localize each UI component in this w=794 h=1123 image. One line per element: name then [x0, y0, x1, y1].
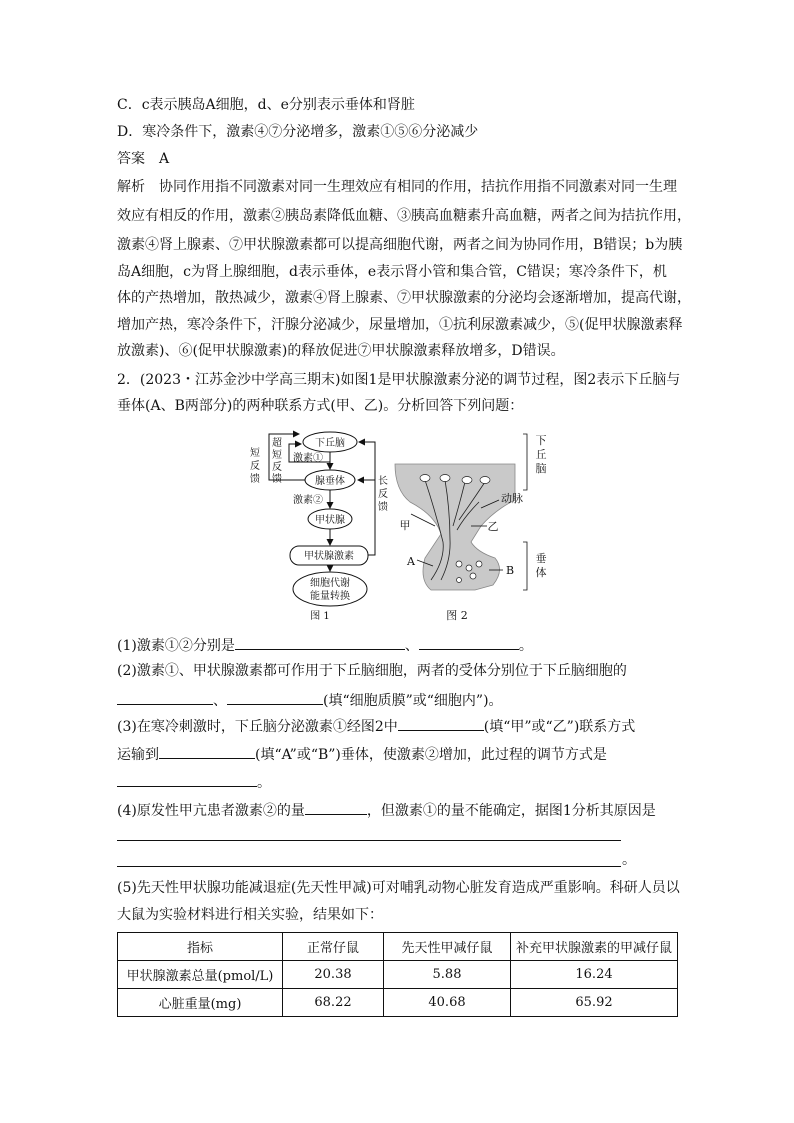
answer-blank[interactable] [235, 635, 405, 650]
table-header-cell: 正常仔鼠 [283, 933, 384, 961]
pituitary-label: 腺垂体 [315, 476, 345, 487]
ultra-feedback-char: 馈 [272, 474, 282, 485]
subq-1 [117, 635, 533, 656]
answer-blank[interactable] [227, 690, 323, 705]
table-cell: 40.68 [384, 989, 511, 1017]
subq-2-end: (填“细胞质膜”或“细胞内”)。 [323, 693, 503, 709]
analysis-line: 体的产热增加，散热减少，激素④肾上腺素、⑦甲状腺激素的分泌均会逐渐增加，提高代谢， [117, 290, 691, 306]
long-feedback-char: 馈 [378, 502, 388, 513]
analysis-line: 增加产热，寒冷条件下，汗腺分泌减少，尿量增加，①抗利尿激素减少，⑤(促甲状腺激素释 [117, 317, 683, 333]
answer-blank[interactable] [398, 716, 484, 731]
ultra-feedback-char: 反 [272, 462, 282, 473]
option-c: C．c表示胰岛A细胞，d、e分别表示垂体和肾脏 [117, 97, 415, 113]
subq-1-text: (1)激素①②分别是 [117, 638, 235, 654]
table-cell: 65.92 [511, 989, 678, 1017]
answer-blank[interactable] [117, 772, 257, 787]
hormone-1-label: 激素① [293, 453, 323, 464]
artery-label: 动脉 [501, 492, 523, 505]
table-header-row [118, 933, 678, 961]
table-cell: 心脏重量(mg) [118, 989, 283, 1017]
hypothalamus-char: 丘 [535, 448, 547, 461]
subq-4-text: (4)原发性甲亢患者激素②的量 [117, 803, 305, 819]
question-2-stem: 2．(2023・江苏金沙中学高三期末)如图1是甲状腺激素分泌的调节过程，图2表示下丘脑与 [117, 372, 681, 388]
table-cell: 68.22 [283, 989, 384, 1017]
results-table [117, 932, 678, 1017]
figure-2 [395, 434, 547, 622]
analysis-line: 岛A细胞，c为肾上腺细胞，d表示垂体，e表示肾小管和集合管，C错误；寒冷条件下，机 [117, 264, 667, 280]
table-header-cell: 指标 [118, 933, 283, 961]
answer-line[interactable] [117, 840, 621, 841]
analysis-line: 放激素)、⑥(促甲状腺激素)的释放促进⑦甲状腺激素释放增多，D错误。 [117, 343, 565, 359]
subq-1-end: 。 [518, 638, 533, 654]
answer: 答案 A [117, 151, 170, 167]
subq-5-line2: 大鼠为实验材料进行相关实验，结果如下： [117, 907, 383, 923]
subq-3-text-end: (填“甲”或“乙”)联系方式 [483, 719, 636, 735]
subq-4 [117, 800, 656, 821]
question-2-stem: 垂体(A、B两部分)的两种联系方式(甲、乙)。分析回答下列问题： [117, 398, 524, 414]
metabolism-label: 细胞代谢 [310, 578, 350, 589]
b-label: B [505, 564, 515, 577]
pituitary-char: 垂 [535, 552, 547, 565]
long-feedback-char: 反 [378, 489, 388, 500]
table-cell: 20.38 [283, 961, 384, 989]
table-row [118, 989, 678, 1017]
pituitary-char: 体 [535, 566, 547, 579]
analysis-line: 激素④肾上腺素、⑦甲状腺激素都可以提高细胞代谢，两者之间为协同作用，B错误；b为胰 [117, 237, 683, 253]
hypothalamus-char: 下 [535, 434, 547, 447]
answer-blank[interactable] [419, 635, 519, 650]
hormone-2-label: 激素② [293, 495, 323, 506]
option-d: D．寒冷条件下，激素④⑦分泌增多，激素①⑤⑥分泌减少 [117, 124, 479, 140]
table-cell: 5.88 [384, 961, 511, 989]
hypothalamus-char: 脑 [535, 462, 547, 475]
subq-5: (5)先天性甲状腺功能减退症(先天性甲减)可对哺乳动物心脏发育造成严重影响。科研人员以 [117, 880, 680, 896]
subq-3-line3 [117, 772, 271, 793]
subq-2: (2)激素①、甲状腺激素都可作用于下丘脑细胞，两者的受体分别位于下丘脑细胞的 [117, 663, 627, 679]
answer-line[interactable] [117, 866, 621, 867]
answer-blank[interactable] [305, 800, 367, 815]
table-header-cell: 先天性甲减仔鼠 [384, 933, 511, 961]
jia-label: 甲 [399, 519, 411, 532]
metabolism-label: 能量转换 [310, 591, 350, 602]
short-feedback-char: 馈 [250, 474, 260, 485]
analysis-line: 效应有相反的作用，激素②胰岛素降低血糖、③胰高血糖素升高血糖，两者之间为拮抗作用， [117, 208, 691, 224]
subq-4-end: 。 [622, 852, 636, 868]
subq-4-text-end: ，但激素①的量不能确定，据图1分析其原因是 [366, 803, 656, 819]
table-cell: 甲状腺激素总量(pmol/L) [118, 961, 283, 989]
figure-2-caption: 图 2 [446, 609, 468, 622]
subq-1-sep: 、 [404, 638, 419, 654]
thyroxine-label: 甲状腺激素 [304, 551, 354, 562]
figure-1-caption: 图 1 [310, 611, 330, 622]
subq-3-text: 运输到 [117, 747, 159, 763]
figure-area [245, 430, 575, 625]
subq-3-text-end: (填“A”或“B”)垂体，使激素②增加，此过程的调节方式是 [255, 747, 607, 763]
a-label: A [407, 555, 415, 568]
thyroid-label: 甲状腺 [315, 515, 345, 526]
figure-1-text [250, 436, 388, 622]
subq-3-text: (3)在寒冷刺激时，下丘脑分泌激素①经图2中 [117, 719, 398, 735]
answer-blank[interactable] [117, 690, 213, 705]
hypothalamus-label: 下丘脑 [315, 438, 345, 449]
table-cell: 16.24 [511, 961, 678, 989]
subq-3 [117, 716, 635, 737]
analysis-line: 解析 协同作用指不同激素对同一生理效应有相同的作用，拮抗作用指不同激素对同一生理 [117, 179, 677, 195]
subq-3-end: 。 [257, 775, 271, 791]
subq-2-sep: 、 [213, 693, 227, 709]
table-row [118, 961, 678, 989]
long-feedback-char: 长 [378, 476, 388, 487]
short-feedback-char: 短 [250, 448, 260, 459]
short-feedback-char: 反 [250, 461, 260, 472]
yi-label: 乙 [487, 520, 499, 533]
answer-blank[interactable] [159, 744, 255, 759]
subq-2-blanks [117, 690, 503, 711]
ultra-feedback-char: 短 [272, 450, 282, 461]
subq-3-line2 [117, 744, 607, 765]
table-header-cell: 补充甲状腺激素的甲减仔鼠 [511, 933, 678, 961]
ultra-feedback-char: 超 [272, 438, 282, 449]
